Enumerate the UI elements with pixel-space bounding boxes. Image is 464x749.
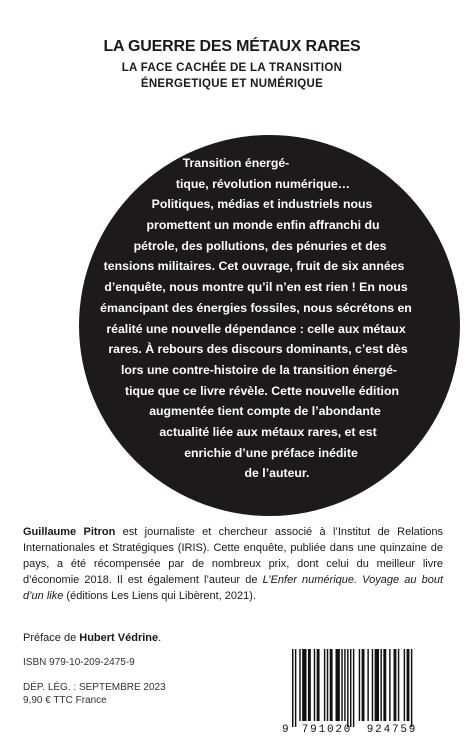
barcode-bar bbox=[295, 649, 296, 727]
author-bio-text-1: est journaliste et chercheur associé à l’Institut de Relations Internationales et Stratégiques (IRIS). Cette enquête, publiée dans une quinzaine de pays, a été récompensée par de nombreux prix, dont celui du meilleur livre d’économie 2018. Il est également l’auteur de bbox=[23, 526, 443, 586]
barcode-bar bbox=[317, 649, 320, 721]
author-bio-text-2: (éditions Les Liens qui Libèrent, 2021). bbox=[63, 590, 256, 602]
barcode-bar bbox=[353, 649, 354, 727]
barcode-bar bbox=[394, 649, 397, 721]
isbn: ISBN 979-10-209-2475-9 bbox=[23, 657, 135, 668]
barcode-bar bbox=[324, 649, 325, 721]
barcode-bar bbox=[362, 649, 365, 721]
barcode-bar bbox=[327, 649, 328, 721]
barcode-bar bbox=[411, 649, 412, 727]
barcode-group-2: 924759 bbox=[366, 724, 418, 735]
book-subtitle bbox=[0, 60, 464, 92]
blurb-line: lors une contre-histoire de la transition énergé- bbox=[120, 362, 398, 377]
preface-author: Hubert Védrine bbox=[79, 632, 159, 644]
author-name: Guillaume Pitron bbox=[23, 526, 116, 538]
blurb-line: pétrole, des pollutions, des pénuries et des bbox=[133, 238, 387, 253]
price: 9,90 € TTC France bbox=[23, 695, 107, 706]
blurb-line: réalité une nouvelle dépendance : celle aux métaux bbox=[106, 321, 406, 336]
subtitle-line-2: ÉNERGETIQUE ET NUMÉRIQUE bbox=[140, 78, 324, 90]
barcode-bar bbox=[314, 649, 315, 721]
blurb-line: rares. À rebours des discours dominants, c’est dès bbox=[108, 342, 408, 357]
blurb-line: tensions militaires. Cet ouvrage, fruit de six années bbox=[103, 259, 405, 274]
barcode-bar bbox=[299, 649, 300, 721]
barcode-bar bbox=[344, 649, 345, 721]
barcode-bar bbox=[350, 649, 351, 727]
barcode-first-digit: 9 bbox=[282, 724, 289, 735]
subtitle-line-1: LA FACE CACHÉE DE LA TRANSITION bbox=[121, 62, 343, 74]
blurb-line: promettent un monde enfin affranchi du bbox=[146, 218, 380, 233]
blurb-line: enrichie d’une préface inédite bbox=[184, 445, 358, 460]
barcode-bar bbox=[359, 649, 360, 721]
barcode-bar bbox=[398, 649, 399, 721]
book-title: LA GUERRE DES MÉTAUX RARES bbox=[103, 38, 361, 55]
blurb-line: d’enquête, nous montre qu’il n’en est rien ! En nous bbox=[104, 280, 408, 295]
barcode-bar bbox=[380, 649, 381, 721]
barcode-bar bbox=[336, 649, 340, 721]
barcode-group-1: 791020 bbox=[301, 724, 353, 735]
barcode-bar bbox=[367, 649, 368, 721]
author-bio bbox=[23, 524, 443, 604]
legal-deposit: DÉP. LÉG. : SEPTEMBRE 2023 bbox=[23, 682, 166, 693]
barcode-bar bbox=[404, 649, 405, 721]
barcode-bar bbox=[302, 649, 306, 721]
barcode-bar bbox=[341, 649, 342, 721]
blurb-text bbox=[0, 153, 464, 484]
blurb-line: actualité liée aux métaux rares, et est bbox=[159, 424, 377, 439]
barcode-bar bbox=[389, 649, 390, 721]
barcode-bar bbox=[383, 649, 386, 721]
barcode-bars bbox=[292, 649, 412, 727]
blurb-line: émancipant des énergies fossiles, nous sécrétons en bbox=[100, 300, 412, 315]
blurb-line: Transition énergé- bbox=[182, 156, 290, 170]
barcode-bar bbox=[308, 649, 311, 721]
barcode-bar bbox=[407, 649, 410, 721]
barcode-bar bbox=[375, 649, 379, 721]
preface-prefix: Préface de bbox=[23, 632, 80, 644]
blurb-line: Politiques, médias et industriels nous bbox=[151, 197, 373, 212]
blurb-line: augmentée tient compte de l’abondante bbox=[149, 404, 381, 419]
barcode-bar bbox=[347, 649, 348, 727]
other-book-title: L’Enfer numérique. Voyage au bout d’un like bbox=[23, 574, 444, 602]
preface-suffix: . bbox=[158, 632, 162, 644]
barcode bbox=[280, 647, 438, 735]
preface-credit bbox=[23, 632, 161, 644]
blurb-line: tique, révolution numérique… bbox=[175, 176, 351, 191]
barcode-bar bbox=[292, 649, 293, 727]
legal-info bbox=[23, 681, 166, 707]
blurb-line: tique que ce livre révèle. Cette nouvelle édition bbox=[124, 383, 400, 398]
blurb-line: de l’auteur. bbox=[244, 466, 310, 481]
barcode-bar bbox=[372, 649, 373, 721]
barcode-bar bbox=[330, 649, 333, 721]
